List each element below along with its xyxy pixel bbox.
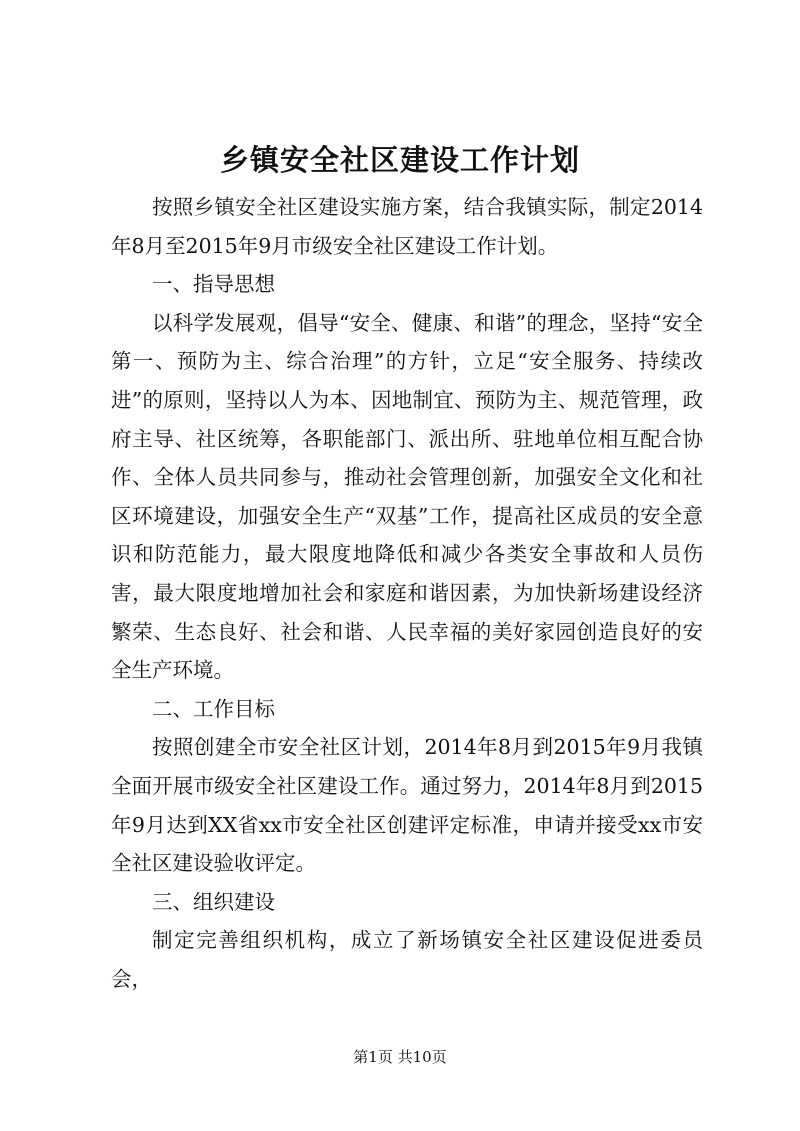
page-number-footer: 第1页 共10页 [353,1048,447,1066]
section-heading-organization: 三、组织建设 [152,889,275,914]
section-paragraph-work-goals: 按照创建全市安全社区计划，2014年8月到2015年9月我镇全面开展市级安全社区建设工作。通过努力，2014年8月到2015年9月达到XX省xx市安全社区创建评定标准，申请并接受xx市安全社区建设验收评定。 [111,735,703,876]
document-body [111,188,703,998]
section-paragraph-organization: 制定完善组织机构，成立了新场镇安全社区建设促进委员会， [111,928,703,991]
section-heading-work-goals: 二、工作目标 [152,696,275,721]
section-paragraph-guiding-ideology: 以科学发展观，倡导“安全、健康、和谐”的理念，坚持“安全第一、预防为主、综合治理”的方针，立足“安全服务、持续改进”的原则，坚持以人为本、因地制宜、预防为主、规范管理，政府主导、社区统筹，各职能部门、派出所、驻地单位相互配合协作、全体人员共同参与，推动社会管理创新，加强安全文化和社区环境建设，加强安全生产“双基”工作，提高社区成员的安全意识和防范能力，最大限度地降低和减少各类安全事故和人员伤害，最大限度地增加社会和家庭和谐因素，为加快新场建设经济繁荣、生态良好、社会和谐、人民幸福的美好家园创造良好的安全生产环境。 [111,310,703,683]
intro-paragraph: 按照乡镇安全社区建设实施方案，结合我镇实际，制定2014年8月至2015年9月市级安全社区建设工作计划。 [111,195,703,258]
section-heading-guiding-ideology: 一、指导思想 [152,272,275,297]
document-title: 乡镇安全社区建设工作计划 [219,143,580,177]
